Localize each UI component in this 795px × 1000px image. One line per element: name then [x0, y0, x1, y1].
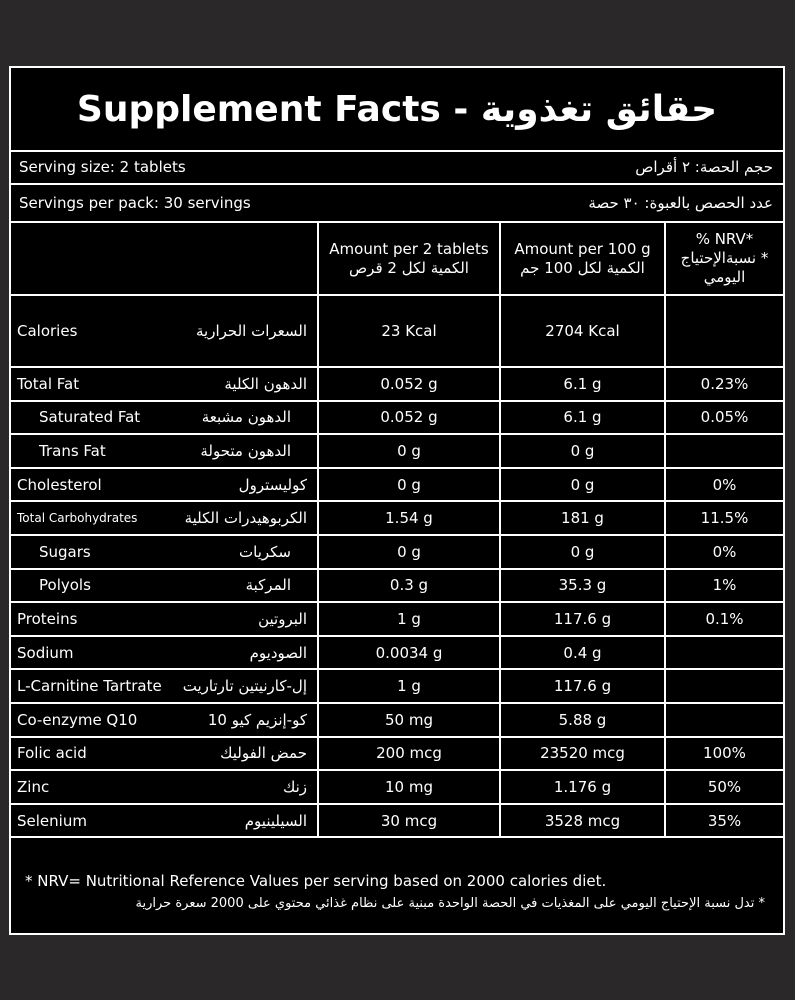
nutrient-name-cell [11, 770, 318, 804]
nutrition-table [11, 223, 783, 838]
table-row [11, 804, 783, 838]
amount-per-serving: 23 Kcal [318, 295, 500, 367]
table-row [11, 501, 783, 535]
nutrient-name-ar: المركبة [245, 576, 291, 595]
header-per-serving-en: Amount per 2 tablets [329, 239, 489, 258]
nutrient-name-ar: السعرات الحرارية [195, 322, 307, 340]
nutrient-name-ar: إل-كارنيتين تارتاريت [182, 677, 307, 696]
amount-per-serving: 50 mg [318, 703, 500, 737]
nrv-percent: 0.23% [665, 367, 783, 401]
nrv-percent: 0.05% [665, 401, 783, 435]
table-row [11, 636, 783, 670]
table-row [11, 295, 783, 367]
table-row [11, 703, 783, 737]
servings-per-pack-row [11, 185, 783, 223]
nrv-percent: 0% [665, 468, 783, 502]
amount-per-100g: 6.1 g [500, 367, 665, 401]
nutrient-name-cell [11, 295, 318, 367]
nutrient-name-en: Saturated Fat [39, 408, 141, 427]
amount-per-100g: 2704 Kcal [500, 295, 665, 367]
nrv-percent: 1% [665, 569, 783, 603]
header-per-100g-en: Amount per 100 g [514, 239, 651, 258]
header-nutrient-cell [11, 223, 318, 295]
nutrient-name-cell [11, 401, 318, 435]
amount-per-serving: 0 g [318, 434, 500, 468]
nrv-percent: 11.5% [665, 501, 783, 535]
amount-per-serving: 0.052 g [318, 401, 500, 435]
amount-per-100g: 35.3 g [500, 569, 665, 603]
nutrient-name-en: Zinc [17, 777, 50, 796]
header-per-100g [500, 223, 665, 295]
header-nrv-ar-line1: * نسبةالإحتياج [680, 249, 769, 267]
nrv-percent [665, 295, 783, 367]
amount-per-100g: 0 g [500, 468, 665, 502]
nutrient-name-en: Selenium [17, 811, 87, 830]
nrv-percent [665, 636, 783, 670]
amount-per-serving: 30 mcg [318, 804, 500, 838]
table-row [11, 737, 783, 771]
amount-per-100g: 1.176 g [500, 770, 665, 804]
nutrient-name-ar: الدهون الكلية [224, 374, 307, 393]
nrv-percent: 100% [665, 737, 783, 771]
nutrient-name-en: Polyols [39, 576, 91, 595]
header-nrv-ar-line2: اليومي [703, 268, 746, 286]
nutrient-name-en: Folic acid [17, 744, 87, 763]
nutrient-name-en: Cholesterol [17, 475, 102, 494]
nutrient-name-cell [11, 703, 318, 737]
table-row [11, 535, 783, 569]
amount-per-serving: 0 g [318, 535, 500, 569]
nutrient-name-cell [11, 636, 318, 670]
nutrient-name-cell [11, 468, 318, 502]
nrv-percent: 35% [665, 804, 783, 838]
nrv-percent: 0% [665, 535, 783, 569]
amount-per-serving: 0.3 g [318, 569, 500, 603]
amount-per-100g: 3528 mcg [500, 804, 665, 838]
amount-per-100g: 117.6 g [500, 669, 665, 703]
nutrient-name-cell [11, 434, 318, 468]
nutrient-name-ar: البروتين [258, 609, 307, 628]
nutrient-name-en: L-Carnitine Tartrate [17, 677, 162, 696]
amount-per-serving: 0.0034 g [318, 636, 500, 670]
servings-per-pack-ar: عدد الحصص بالعبوة: ٣٠ حصة [588, 194, 773, 212]
amount-per-serving: 0 g [318, 468, 500, 502]
footnote-en: * NRV= Nutritional Reference Values per serving based on 2000 calories diet. [25, 872, 607, 890]
amount-per-100g: 0.4 g [500, 636, 665, 670]
nutrient-name-ar: حمض الفوليك [220, 744, 307, 763]
nutrient-name-cell [11, 367, 318, 401]
nutrient-name-ar: الكربوهيدرات الكلية [184, 509, 307, 528]
nutrient-name-en: Total Fat [17, 374, 80, 393]
amount-per-serving: 10 mg [318, 770, 500, 804]
footnote [11, 854, 783, 935]
amount-per-serving: 200 mcg [318, 737, 500, 771]
nutrient-name-cell [11, 669, 318, 703]
nutrient-name-en: Proteins [17, 609, 78, 628]
amount-per-serving: 1.54 g [318, 501, 500, 535]
amount-per-100g: 0 g [500, 535, 665, 569]
amount-per-100g: 6.1 g [500, 401, 665, 435]
nutrient-name-cell [11, 569, 318, 603]
amount-per-100g: 181 g [500, 501, 665, 535]
table-row [11, 401, 783, 435]
serving-size-row [11, 150, 783, 185]
nutrient-name-ar: كوليسترول [238, 475, 307, 494]
amount-per-serving: 1 g [318, 602, 500, 636]
amount-per-serving: 0.052 g [318, 367, 500, 401]
nutrient-name-ar: السيلينيوم [244, 811, 307, 830]
supplement-facts-panel [9, 66, 785, 935]
nrv-percent [665, 703, 783, 737]
nutrient-name-cell [11, 737, 318, 771]
serving-size-ar: حجم الحصة: ٢ أقراص [635, 157, 773, 176]
nutrient-name-en: Sugars [39, 542, 91, 561]
footnote-ar: * تدل نسبة الإحتياج اليومي على المغذيات في الحصة الواحدة مبنية على نظام غذائي محتوي على 2000 سعرة حرارية [135, 896, 765, 911]
nutrient-name-ar: الصوديوم [249, 643, 307, 662]
page-title: Supplement Facts - حقائق تغذوية [11, 68, 783, 152]
serving-size-en: Serving size: 2 tablets [19, 157, 186, 176]
table-row [11, 770, 783, 804]
table-row [11, 468, 783, 502]
table-row [11, 569, 783, 603]
nrv-percent [665, 434, 783, 468]
servings-per-pack-en: Servings per pack: 30 servings [19, 194, 251, 212]
nutrient-name-cell [11, 501, 318, 535]
amount-per-100g: 0 g [500, 434, 665, 468]
amount-per-100g: 117.6 g [500, 602, 665, 636]
header-per-100g-ar: الكمية لكل 100 جم [520, 258, 645, 277]
nutrient-name-en: Calories [17, 322, 78, 340]
nrv-percent [665, 669, 783, 703]
nutrient-name-cell [11, 602, 318, 636]
amount-per-100g: 5.88 g [500, 703, 665, 737]
header-nrv [665, 223, 783, 295]
nutrient-name-cell [11, 535, 318, 569]
nutrient-name-ar: سكريات [239, 542, 291, 561]
amount-per-100g: 23520 mcg [500, 737, 665, 771]
nutrient-name-ar: الدهون مشبعة [201, 408, 291, 427]
table-row [11, 602, 783, 636]
header-per-serving-ar: الكمية لكل 2 قرص [349, 258, 469, 277]
amount-per-serving: 1 g [318, 669, 500, 703]
nutrient-name-cell [11, 804, 318, 838]
nutrient-name-en: Total Carbohydrates [17, 511, 138, 526]
nutrient-name-ar: الدهون متحولة [200, 441, 291, 460]
table-header-row [11, 223, 783, 295]
nutrient-name-en: Co-enzyme Q10 [17, 710, 138, 729]
nutrient-name-en: Sodium [17, 643, 74, 662]
nutrient-name-en: Trans Fat [39, 441, 106, 460]
nrv-percent: 50% [665, 770, 783, 804]
nrv-percent: 0.1% [665, 602, 783, 636]
header-nrv-en: % NRV* [695, 230, 754, 248]
table-row [11, 434, 783, 468]
nutrient-name-ar: زنك [282, 777, 307, 796]
table-row [11, 669, 783, 703]
nutrient-name-ar: كو-إنزيم كيو 10 [207, 710, 307, 729]
table-row [11, 367, 783, 401]
header-per-serving [318, 223, 500, 295]
